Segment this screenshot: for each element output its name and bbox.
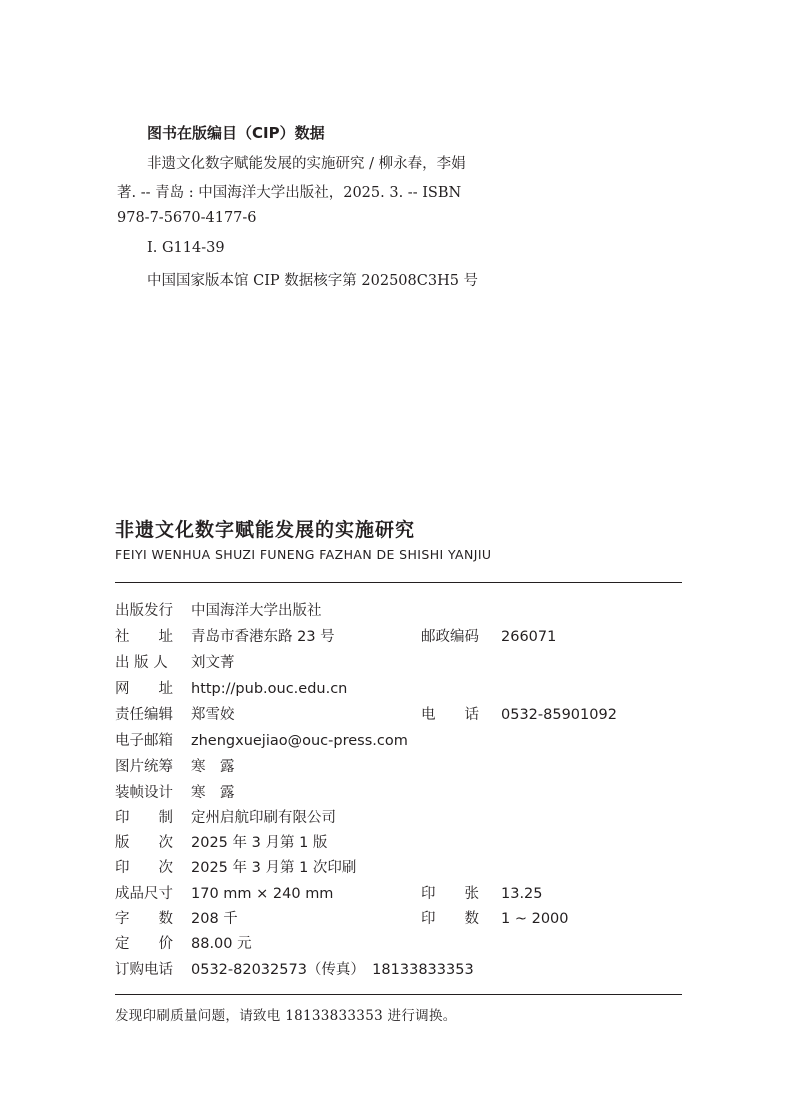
image-coordinator-value: 寒 露 — [191, 759, 235, 775]
words-label: 字 数 — [115, 911, 173, 927]
publisher-value: 中国海洋大学出版社 — [191, 603, 322, 619]
book-title: 非遗文化数字赋能发展的实施研究 — [115, 519, 416, 541]
cip-heading: 图书在版编目（CIP）数据 — [147, 124, 325, 142]
binding-design-label: 装帧设计 — [115, 785, 173, 801]
address-label: 社 址 — [115, 629, 173, 645]
sheets-value: 13.25 — [501, 886, 543, 902]
issuer-value: 刘文菁 — [191, 655, 235, 671]
order-phone-value: 0532-82032573（传真） 18133833353 — [191, 962, 474, 978]
cip-classification: Ⅰ. G114-39 — [147, 240, 225, 256]
edition-label: 版 次 — [115, 835, 173, 851]
edition-value: 2025 年 3 月第 1 版 — [191, 835, 328, 851]
printer-label: 印 制 — [115, 810, 173, 826]
cip-title-line: 非遗文化数字赋能发展的实施研究 / 柳永春，李娟 — [147, 156, 466, 172]
phone-label: 电 话 — [421, 707, 479, 723]
book-pinyin-title: FEIYI WENHUA SHUZI FUNENG FAZHAN DE SHISHI YANJIU — [115, 547, 492, 562]
copies-label: 印 数 — [421, 911, 479, 927]
quality-issue-note: 发现印刷质量问题，请致电 18133833353 进行调换。 — [115, 1008, 457, 1024]
cip-record-number: 中国国家版本馆 CIP 数据核字第 202508C3H5 号 — [147, 273, 479, 289]
sheets-label: 印 张 — [421, 886, 479, 902]
editor-value: 郑雪姣 — [191, 707, 235, 723]
editor-label: 责任编辑 — [115, 707, 173, 723]
website-label: 网 址 — [115, 681, 173, 697]
top-divider — [115, 582, 682, 583]
address-value: 青岛市香港东路 23 号 — [191, 629, 335, 645]
postcode-label: 邮政编码 — [421, 629, 479, 645]
bottom-divider — [115, 994, 682, 995]
publisher-label: 出版发行 — [115, 603, 173, 619]
phone-value: 0532-85901092 — [501, 707, 617, 723]
printer-value: 定州启航印刷有限公司 — [191, 810, 336, 826]
order-phone-label: 订购电话 — [115, 962, 173, 978]
size-label: 成品尺寸 — [115, 886, 173, 902]
binding-design-value: 寒 露 — [191, 785, 235, 801]
printing-value: 2025 年 3 月第 1 次印刷 — [191, 860, 357, 876]
postcode-value: 266071 — [501, 629, 557, 645]
cip-isbn: 978-7-5670-4177-6 — [117, 210, 257, 226]
price-value: 88.00 元 — [191, 936, 252, 952]
website-value: http://pub.ouc.edu.cn — [191, 681, 348, 697]
issuer-label: 出 版 人 — [115, 655, 168, 671]
email-value: zhengxuejiao@ouc-press.com — [191, 733, 408, 749]
email-label: 电子邮箱 — [115, 733, 173, 749]
price-label: 定 价 — [115, 936, 173, 952]
cip-publication-line: 著. -- 青岛 : 中国海洋大学出版社，2025. 3. -- ISBN — [117, 185, 462, 201]
size-value: 170 mm × 240 mm — [191, 886, 334, 902]
copies-value: 1 ~ 2000 — [501, 911, 569, 927]
words-value: 208 千 — [191, 911, 238, 927]
image-coordinator-label: 图片统筹 — [115, 759, 173, 775]
printing-label: 印 次 — [115, 860, 173, 876]
